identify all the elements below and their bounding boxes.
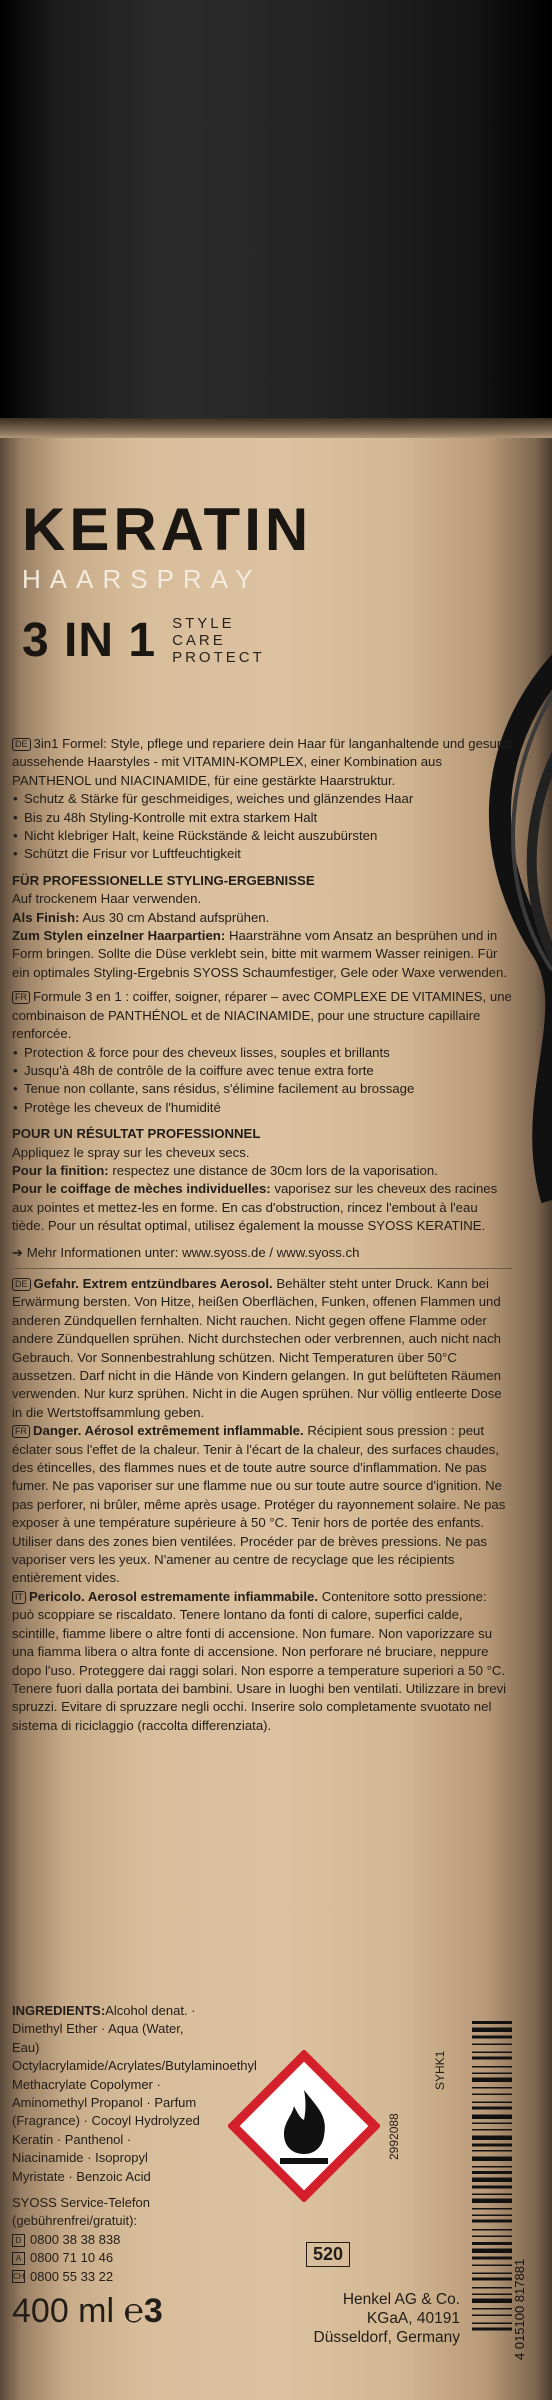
fr-intro (12, 988, 512, 1043)
code-box: 520 (306, 2242, 350, 2267)
estimated-sign: ℮3 (123, 2292, 163, 2330)
flag-de-icon: DE (12, 1278, 31, 1291)
barcode-bar (472, 2094, 512, 2096)
fr-bullets (12, 1044, 512, 1118)
de-intro-text: 3in1 Formel: Style, pflege und repariere dein Haar für langanhaltende und gesund aussehende Haarstyles - mit VITAMIN-KOMPLEX, einer Kombination aus PANTHENOL und NIACINAMIDE, für eine gestärkte Haarstruktur. (12, 736, 512, 788)
phone-number: 0800 55 33 22 (30, 2268, 114, 2284)
fr-finish-text: respectez une distance de 30cm lors de la vaporisation. (112, 1162, 438, 1178)
barcode-bar (472, 2315, 512, 2317)
fr-finish (12, 1162, 512, 1180)
country-flag-icon: CH (13, 2272, 25, 2282)
flame-hazard-icon (228, 2050, 380, 2202)
warning-de (12, 1275, 512, 1422)
de-strands-label: Zum Stylen einzelner Haarpartien: (12, 928, 226, 944)
barcode-bar (472, 2157, 512, 2162)
barcode-bar (472, 2199, 512, 2204)
barcode-bar (472, 2308, 512, 2310)
barcode-bar (472, 2236, 512, 2238)
barcode-bar (472, 2323, 512, 2325)
volume (12, 2292, 163, 2331)
company-address (230, 2290, 460, 2347)
claim-lines (172, 615, 265, 666)
barcode (470, 2015, 528, 2365)
claim-big: 3 IN 1 (22, 614, 157, 667)
fr-strands (12, 1180, 512, 1235)
divider (12, 1268, 512, 1269)
barcode-bar (472, 2150, 512, 2152)
barcode-bar (472, 2028, 512, 2033)
barcode-bar (472, 2287, 512, 2289)
de-heading: FÜR PROFESSIONELLE STYLING-ERGEBNISSE (12, 872, 315, 888)
list-item: • Protège les cheveux de l'humidité (12, 1099, 512, 1117)
product-subtitle: HAARSPRAY (22, 564, 262, 594)
barcode-bar (472, 2115, 512, 2120)
barcode-bar (472, 2257, 512, 2260)
barcode-bar (472, 2057, 512, 2060)
barcode-bar (472, 2328, 512, 2331)
ingredients-text: Alcohol denat. · Dimethyl Ether · Aqua (Water, Eau) Octylacrylamide/Acrylates/Butylaminoethyl Methacrylate Copolymer · Aminomethyl Propanol · Parfum (Fragrance) · Cocoyl Hydrolyzed Keratin · Panthenol · Niacinamide · Isopropyl Myristate · Benzoic Acid (12, 2003, 257, 2184)
list-item: • Bis zu 48h Styling-Kontrolle mit extra starkem Halt (12, 809, 512, 827)
barcode-bar (472, 2215, 512, 2217)
de-finish (12, 909, 512, 927)
warning-it-label: Pericolo. Aerosol estremamente infiammabile. (29, 1588, 319, 1604)
warning-de-text: Behälter steht unter Druck. Kann bei Erwärmung bersten. Von Hitze, heißen Oberflächen, Funken, offenen Flammen und anderen Zündquellen fernhalten. Nicht rauchen. Nicht gegen offene Flamme oder andere Zündquellen sprühen. Nicht durchstechen oder verbrennen, auch nicht nach Gebrauch. Vor Sonnenbestrahlung schützen. Nicht Temperaturen über 50°C aussetzen. Darf nicht in die Hände von Kindern gelangen. In gut belüfteten Räumen verwenden. Nur kurz sprühen. Nicht in die Augen sprühen. Nur völlig entleerte Dose in die Wertstoffsammlung geben. (12, 1275, 502, 1420)
brand-block (22, 496, 313, 668)
claim-line: PROTECT (172, 649, 265, 666)
barcode-bar (472, 2021, 512, 2024)
barcode-bar (472, 2249, 512, 2254)
can-cap (0, 0, 552, 425)
barcode-bar (472, 2178, 512, 2183)
barcode-bar (472, 2078, 512, 2083)
flag-it-icon: IT (12, 1591, 26, 1604)
fr-line1: Appliquez le spray sur les cheveux secs. (12, 1144, 250, 1160)
service-block (12, 2194, 202, 2286)
barcode-bar (472, 2220, 512, 2223)
barcode-bar (472, 2129, 512, 2131)
barcode-bar (472, 2242, 512, 2245)
warning-it (12, 1588, 512, 1735)
barcode-bar (472, 2229, 512, 2231)
syhk-code: SYHK1 (433, 2050, 447, 2090)
barcode-bar (472, 2166, 512, 2168)
claim-line: CARE (172, 632, 226, 649)
list-item: • Nicht klebriger Halt, keine Rückstände & leicht auszubürsten (12, 827, 512, 845)
list-item: • Jusqu'à 48h de contrôle de la coiffure avec tenue extra forte (12, 1062, 512, 1080)
barcode-bar (472, 2278, 512, 2281)
barcode-bar (472, 2087, 512, 2089)
barcode-number: 4 015100 817881 (512, 2258, 527, 2360)
fr-finish-label: Pour la finition: (12, 1162, 109, 1178)
product-title: KERATIN (22, 496, 313, 563)
label-text (12, 735, 512, 1735)
flag-de-icon: DE (12, 738, 31, 751)
barcode-bar (472, 2294, 512, 2296)
barcode-bar (472, 2194, 512, 2196)
barcode-bar (472, 2123, 512, 2125)
barcode-bar (472, 2102, 512, 2104)
barcode-bar (472, 2107, 512, 2110)
phone-row (12, 2231, 202, 2249)
claim-row (22, 613, 312, 668)
fr-strands-label: Pour le coiffage de mèches individuelles: (12, 1181, 271, 1197)
barcode-bar (472, 2186, 512, 2189)
barcode-bar (472, 2265, 512, 2267)
list-item: • Protection & force pour des cheveux lisses, souples et brillants (12, 1044, 512, 1062)
ingredients-label: INGREDIENTS: (12, 2003, 106, 2018)
company-line: Düsseldorf, Germany (313, 2329, 460, 2346)
service-title: SYOSS Service-Telefon (gebührenfrei/gratuit): (12, 2195, 151, 2229)
list-item: • Schützt die Frisur vor Luftfeuchtigkeit (12, 845, 512, 863)
de-finish-text: Aus 30 cm Abstand aufsprühen. (82, 909, 270, 925)
volume-text: 400 ml (12, 2292, 115, 2330)
warning-fr (12, 1422, 512, 1588)
fr-strands-text: vaporisez sur les cheveux des racines aux pointes et mettez-les en forme. En cas d'obstruction, rincez l'embout à l'eau tiède. Pour un résultat optimal, utilisez également la mousse SYOSS KERATINE. (12, 1181, 498, 1234)
barcode-bar (472, 2066, 512, 2068)
fr-intro-text: Formule 3 en 1 : coiffer, soigner, réparer – avec COMPLEXE DE VITAMINES, une combinaison de PANTHÉNOL et de NIACINAMIDE, pour une structure capillaire renforcée. (12, 989, 512, 1042)
barcode-bar (472, 2052, 512, 2054)
de-intro (12, 735, 512, 790)
more-info: ➔ Mehr Informationen unter: www.syoss.de / www.syoss.ch (12, 1244, 360, 1260)
cap-rim (0, 418, 552, 438)
warning-fr-label: Danger. Aérosol extrêmement inflammable. (33, 1423, 304, 1439)
de-finish-label: Als Finish: (12, 909, 80, 925)
country-flag-icon: A (12, 2252, 25, 2265)
barcode-bar (472, 2036, 512, 2039)
company-line: KGaA, 40191 (366, 2310, 460, 2327)
list-item: • Schutz & Stärke für geschmeidiges, weiches und glänzendes Haar (12, 790, 512, 808)
company-line: Henkel AG & Co. (342, 2291, 460, 2308)
flag-fr-icon: FR (12, 991, 30, 1004)
de-bullets (12, 790, 512, 864)
warning-fr-text: Récipient sous pression : peut éclater sous l'effet de la chaleur. Tenir à l'écart de la chaleur, des surfaces chaudes, des étincelles, des flammes nues et de toute autre source d'inflammation. Ne pas fumer. Ne pas vaporiser sur une flamme nue ou sur toute autre source d'ignition. Ne pas perforer, ni brûler, même après usage. Protéger du rayonnement solaire. Ne pas exposer à une température supérieure à 50 °C. Tenir hors de portée des enfants. Utiliser dans des zones bien ventilées. Procéder par de brèves pressions. Ne pas vaporiser vers les yeux. N'amener au centre de recyclage que les récipients entièrement vides. (12, 1423, 506, 1586)
barcode-bar (472, 2299, 512, 2304)
barcode-bar (472, 2136, 512, 2141)
warning-it-text: Contenitore sotto pressione: può scoppiare se riscaldato. Tenere lontano da fonti di calore, superfici calde, scintille, fiamme libere o altre fonti di accensione. Non fumare. Non vaporizzare su una fiamma libera o altra fonte di accensione. Non perforare né bruciare, neppure dopo l'uso. Proteggere dai raggi solari. Non esporre a temperature superiori a 50 °C. Tenere fuori dalla portata dei bambini. Usare in luoghi ben ventilati. Utilizzare in brevi spruzzi. Evitare di spruzzare negli occhi. Inserire solo completamente svuotato nel sistema di riciclaggio (raccolta differenziata). (12, 1588, 507, 1733)
de-strands-text: Haarsträhne vom Ansatz an besprühen und in Form bringen. Sollte die Düse verklebt sein, bitte mit warmem Wasser reinigen. Für ein optimales Styling-Ergebnis SYOSS Schaumfestiger, Gele oder Waxe verwenden. (12, 928, 508, 980)
fr-heading: POUR UN RÉSULTAT PROFESSIONNEL (12, 1126, 261, 1142)
de-line1: Auf trockenem Haar verwenden. (12, 891, 202, 907)
barcode-bar (472, 2208, 512, 2210)
ingredients-block (12, 2002, 257, 2286)
article-number: 2992088 (387, 2113, 401, 2160)
barcode-bar (472, 2273, 512, 2275)
phone-number: 0800 38 38 838 (30, 2231, 121, 2247)
claim-line: STYLE (172, 615, 235, 632)
barcode-bar (472, 2144, 512, 2147)
country-flag-icon: D (12, 2234, 25, 2247)
phone-row (12, 2249, 202, 2267)
warning-de-label: Gefahr. Extrem entzündbares Aerosol. (33, 1275, 273, 1291)
de-strands (12, 927, 512, 982)
flag-fr-icon: FR (12, 1425, 30, 1438)
barcode-bar (472, 2171, 512, 2174)
list-item: • Tenue non collante, sans résidus, s'élimine facilement au brossage (12, 1080, 512, 1098)
phone-row (12, 2268, 202, 2286)
barcode-bar (472, 2073, 512, 2075)
phone-number: 0800 71 10 46 (30, 2250, 114, 2266)
barcode-bar (472, 2044, 512, 2046)
